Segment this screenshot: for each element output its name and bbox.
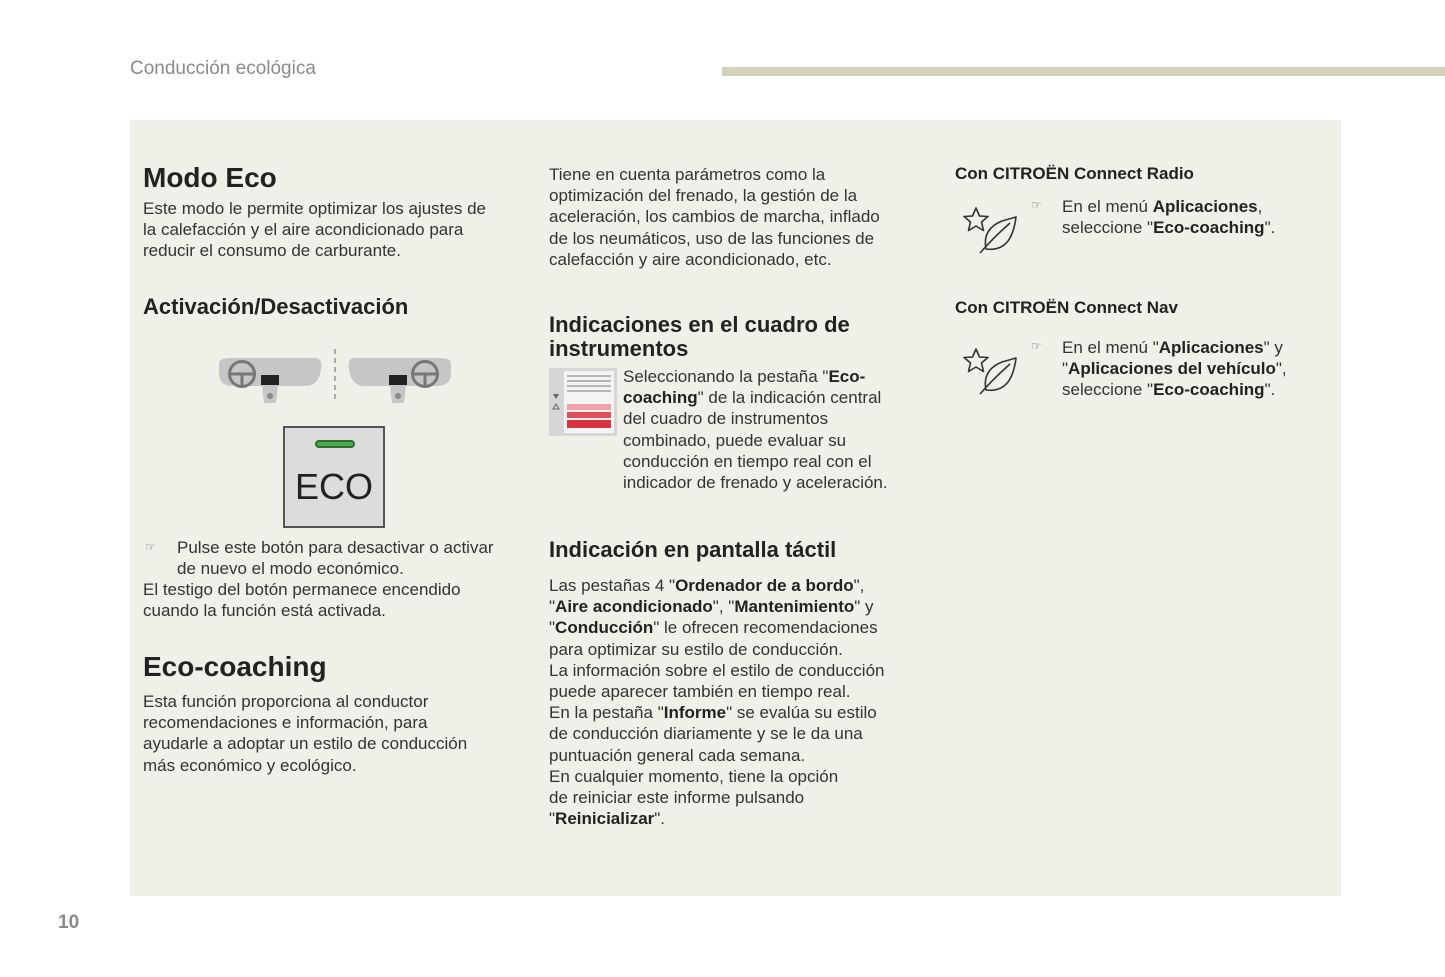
steering-wheel-icon [215,345,455,405]
finger-pointer-icon: ☞ [1031,339,1042,353]
eco-led-indicator [315,440,355,448]
connect-radio-text: En el menú Aplicaciones, seleccione "Eco-coaching". [1062,197,1276,238]
connect-nav-title: Con CITROËN Connect Nav [955,298,1178,317]
pantalla-tactil-text: Las pestañas 4 "Ordenador de a bordo", "Aire acondicionado", "Mantenimiento" y "Conducción" le ofrecen recomendaciones para optimizar su estilo de conducción. La información sobre el estilo de conducción puede aparecer también en tiempo real. En la pestaña "Informe" se evalúa su estilo de conducción diariamente y se le da una puntuación general cada semana. En cualquier momento, tiene la opción de reiniciar este informe pulsando "Reinicializar". [549,576,885,829]
eco-coaching-title: Eco-coaching [143,651,327,682]
eco-button[interactable] [283,426,385,528]
finger-pointer-icon: ☞ [1031,198,1042,212]
parametros-text: Tiene en cuenta parámetros como la optimización del frenado, la gestión de la aceleración, los cambios de marcha, inflado de los neumáticos, uso de las funciones de calefacción y aire acondicionado, etc. [549,165,880,269]
activacion-title: Activación/Desactivación [143,294,409,319]
indicaciones-title: Indicaciones en el cuadro de instrumentos [549,312,850,361]
page-number: 10 [58,912,80,933]
connect-radio-title: Con CITROËN Connect Radio [955,164,1194,183]
modo-eco-text: Este modo le permite optimizar los ajustes de la calefacción y el aire acondicionado para reducir el consumo de carburante. [143,199,486,261]
connect-nav-text: En el menú "Aplicaciones" y "Aplicaciones del vehículo", seleccione "Eco-coaching". [1062,338,1287,400]
eco-button-label: ECO [294,466,373,507]
pantalla-tactil-title: Indicación en pantalla táctil [549,537,837,562]
section-title: Conducción ecológica [130,58,316,79]
eco-coaching-text: Esta función proporciona al conductor recomendaciones e información, para ayudarle a adoptar un estilo de conducción más económico y ecológico. [143,692,468,775]
eco-leaf-star-icon [960,205,1020,255]
modo-eco-title: Modo Eco [143,162,277,193]
testigo-text: El testigo del botón permanece encendido cuando la función está activada. [143,580,461,621]
indicaciones-text: Seleccionando la pestaña "Eco- coaching" de la indicación central del cuadro de instrumentos combinado, puede evaluar su conducción en tiempo real con el indicador de frenado y aceleración. [623,367,888,493]
header-bar [722,67,1445,76]
eco-instruction: Pulse este botón para desactivar o activar de nuevo el modo económico. [177,538,494,579]
eco-leaf-star-icon [960,346,1020,396]
instrument-gauge-icon [549,368,617,436]
finger-pointer-icon: ☞ [145,540,156,554]
